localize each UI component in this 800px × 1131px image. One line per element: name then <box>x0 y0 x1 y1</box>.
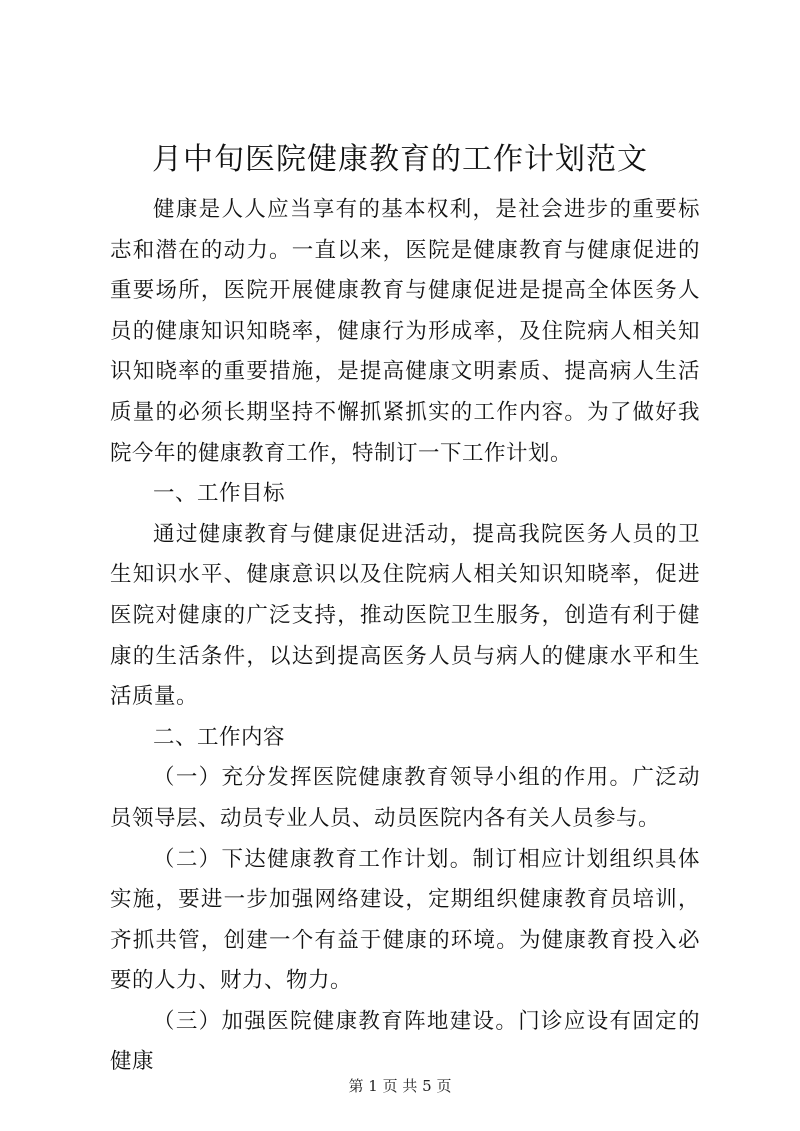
section-heading-content: 二、工作内容 <box>153 724 286 750</box>
content-item-2: （二）下达健康教育工作计划。制订相应计划组织具体实施，要进一步加强网络建设，定期组织健康教育员培训，齐抓共管，创建一个有益于健康的环境。为健康教育投入必要的人力、财力、物力。 <box>110 846 700 994</box>
intro-paragraph: 健康是人人应当享有的基本权利，是社会进步的重要标志和潜在的动力。一直以来，医院是健康教育与健康促进的重要场所，医院开展健康教育与健康促进是提高全体医务人员的健康知识知晓率，健康行为形成率，及住院病人相关知识知晓率的重要措施，是提高健康文明素质、提高病人生活质量的必须长期坚持不懈抓紧抓实的工作内容。为了做好我院今年的健康教育工作，特制订一下工作计划。 <box>110 197 700 466</box>
document-body <box>110 190 700 1083</box>
page-footer: 第 1 页 共 5 页 <box>348 1077 452 1095</box>
section-heading-goals: 一、工作目标 <box>153 481 286 507</box>
content-item-1: （一）充分发挥医院健康教育领导小组的作用。广泛动员领导层、动员专业人员、动员医院内各有关人员参与。 <box>110 765 700 831</box>
goals-paragraph: 通过健康教育与健康促进活动，提高我院医务人员的卫生知识水平、健康意识以及住院病人相关知识知晓率，促进医院对健康的广泛支持，推动医院卫生服务，创造有利于健康的生活条件，以达到提高医务人员与病人的健康水平和生活质量。 <box>110 521 700 710</box>
content-item-3: （三）加强医院健康教育阵地建设。门诊应设有固定的健康 <box>110 1008 700 1075</box>
document-title: 月中旬医院健康教育的工作计划范文 <box>152 142 648 177</box>
